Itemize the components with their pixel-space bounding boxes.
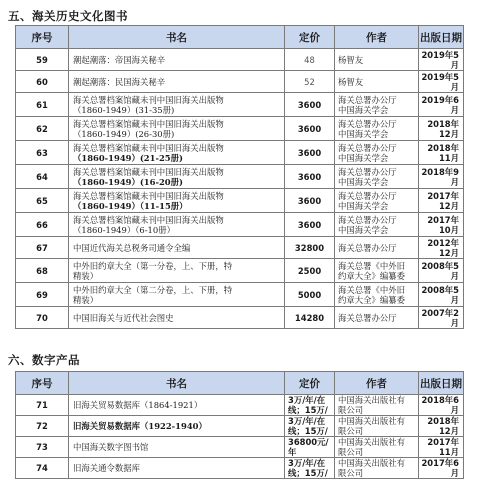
cell-no: 64: [16, 165, 69, 189]
table-row: [16, 283, 464, 307]
cell-price: 3600: [285, 117, 335, 141]
header-name: 书名: [69, 26, 285, 49]
table-header-row: [16, 26, 464, 49]
cell-author: [335, 165, 419, 189]
text-line: 海关总署档案馆藏未刊中国旧海关出版物: [73, 118, 224, 129]
cell-no: 73: [16, 437, 69, 458]
table-row: [16, 93, 464, 117]
text-line: （1860-1949）（6-10册）: [73, 224, 175, 235]
cell-name: [69, 141, 285, 165]
cell-price: [285, 458, 335, 479]
text-line: 潮起潮落：帝国海关秘辛: [73, 54, 166, 65]
cell-date: 2018年11月: [419, 141, 464, 165]
text-line: 潮起潮落：民国海关秘辛: [73, 76, 166, 87]
cell-no: 69: [16, 283, 69, 307]
cell-author: [335, 437, 419, 458]
text-line: 线；15万/: [288, 405, 328, 415]
table-row: [16, 189, 464, 213]
text-line: 海关总署办公厅: [338, 190, 397, 201]
text-line: 年: [288, 447, 297, 457]
text-line: 中国海关出版社有: [338, 458, 405, 468]
cell-no: 66: [16, 213, 69, 237]
table-row: [16, 307, 464, 329]
text-line: 海关总署办公厅: [338, 142, 397, 153]
cell-no: 63: [16, 141, 69, 165]
cell-price: [285, 395, 335, 416]
cell-name: [69, 307, 285, 329]
text-line: 海关总署《中外旧: [338, 260, 405, 271]
text-line: 海关总署档案馆藏未刊中国旧海关出版物: [73, 214, 224, 225]
text-line: 中国海关学会: [338, 200, 389, 211]
cell-name: 旧海关贸易数据库（1864-1921）: [69, 395, 285, 416]
cell-author: [335, 283, 419, 307]
cell-date: 2018年6月: [419, 395, 464, 416]
cell-no: 62: [16, 117, 69, 141]
text-line: 中国旧海关与近代社会图史: [73, 312, 174, 323]
text-line: 海关总署档案馆藏未刊中国旧海关出版物: [73, 166, 224, 177]
text-line: 3万/年/在: [288, 458, 326, 468]
cell-no: 59: [16, 49, 69, 71]
text-line: 限公司: [338, 447, 364, 457]
text-line: 中国海关学会: [338, 152, 389, 163]
cell-name: [69, 237, 285, 259]
cell-author: [335, 395, 419, 416]
table-row: [16, 259, 464, 283]
cell-date: 2018年12月: [419, 416, 464, 437]
table-row: [16, 49, 464, 71]
cell-price: 5000: [285, 283, 335, 307]
text-line: （1860-1949）(26-30册): [73, 128, 175, 139]
text-line: 海关总署办公厅: [338, 166, 397, 177]
text-line: 中国海关出版社有: [338, 395, 405, 405]
text-line: 海关总署办公厅: [338, 94, 397, 105]
digital-products-table: [15, 371, 464, 479]
cell-author: [335, 93, 419, 117]
cell-date: 2008年5月: [419, 283, 464, 307]
table-row: [16, 165, 464, 189]
cell-author: [335, 49, 419, 71]
text-line: 海关总署办公厅: [338, 214, 397, 225]
cell-name: [69, 71, 285, 93]
cell-date: 2019年5月: [419, 71, 464, 93]
text-line: 中国海关学会: [338, 128, 389, 139]
text-line: 3万/年/在: [288, 395, 326, 405]
table-row: [16, 416, 464, 437]
cell-name: 旧海关通令数据库: [69, 458, 285, 479]
header-no: 序号: [16, 372, 69, 395]
cell-price: 3600: [285, 141, 335, 165]
text-line: （1860-1949）(21-25册): [73, 152, 183, 163]
cell-no: 74: [16, 458, 69, 479]
text-line: 中国海关出版社有: [338, 416, 405, 426]
cell-price: 3600: [285, 213, 335, 237]
text-line: 线；15万/: [288, 426, 328, 436]
cell-no: 65: [16, 189, 69, 213]
table-row: [16, 437, 464, 458]
table-row: [16, 141, 464, 165]
cell-date: 2012年12月: [419, 237, 464, 259]
cell-name: [69, 189, 285, 213]
cell-no: 61: [16, 93, 69, 117]
text-line: 杨智友: [338, 54, 364, 65]
cell-price: 32800: [285, 237, 335, 259]
cell-name: 中国海关数字图书馆: [69, 437, 285, 458]
cell-no: 60: [16, 71, 69, 93]
text-line: （1860-1949）(31-35册): [73, 104, 175, 115]
cell-name: [69, 259, 285, 283]
text-line: 约章大全》编纂委: [338, 270, 405, 281]
cell-no: 70: [16, 307, 69, 329]
cell-date: 2017年6月: [419, 458, 464, 479]
cell-author: [335, 307, 419, 329]
header-no: 序号: [16, 26, 69, 49]
cell-no: 67: [16, 237, 69, 259]
text-line: 线；15万/: [288, 468, 328, 478]
cell-no: 71: [16, 395, 69, 416]
cell-author: [335, 141, 419, 165]
text-line: 精装）: [73, 270, 99, 281]
text-line: 海关总署《中外旧: [338, 284, 405, 295]
header-date: 出版日期: [419, 26, 464, 49]
cell-date: 2017年11月: [419, 437, 464, 458]
text-line: 中国海关出版社有: [338, 437, 405, 447]
cell-name: [69, 213, 285, 237]
text-line: 中国海关学会: [338, 104, 389, 115]
cell-author: [335, 189, 419, 213]
cell-name: 旧海关贸易数据库（1922-1940）: [69, 416, 285, 437]
cell-name: [69, 165, 285, 189]
text-line: （1860-1949）（11-15册）: [73, 200, 188, 211]
text-line: 杨智友: [338, 76, 364, 87]
header-author: 作者: [335, 372, 419, 395]
cell-price: 2500: [285, 259, 335, 283]
cell-author: [335, 117, 419, 141]
header-price: 定价: [285, 372, 335, 395]
cell-date: 2007年2月: [419, 307, 464, 329]
cell-date: 2019年6月: [419, 93, 464, 117]
text-line: 海关总署档案馆藏未刊中国旧海关出版物: [73, 190, 224, 201]
text-line: 中国近代海关总税务司通令全编: [73, 242, 191, 253]
cell-no: 68: [16, 259, 69, 283]
text-line: 限公司: [338, 405, 364, 415]
cell-price: 3600: [285, 165, 335, 189]
text-line: 限公司: [338, 426, 364, 436]
text-line: 海关总署档案馆藏未刊中国旧海关出版物: [73, 142, 224, 153]
cell-date: 2019年5月: [419, 49, 464, 71]
cell-name: [69, 49, 285, 71]
table-row: [16, 117, 464, 141]
section-title-digital-products: 六、数字产品: [8, 353, 80, 367]
cell-price: [285, 437, 335, 458]
cell-name: [69, 117, 285, 141]
text-line: 海关总署办公厅: [338, 242, 397, 253]
text-line: 中外旧约章大全（第一分卷，上、下册，特: [73, 260, 233, 271]
header-author: 作者: [335, 26, 419, 49]
table-row: [16, 458, 464, 479]
table-row: [16, 71, 464, 93]
cell-date: 2018年9月: [419, 165, 464, 189]
header-date: 出版日期: [419, 372, 464, 395]
cell-author: [335, 237, 419, 259]
text-line: 约章大全》编纂委: [338, 294, 405, 305]
cell-author: [335, 213, 419, 237]
header-name: 书名: [69, 372, 285, 395]
section-title-history-books: 五、海关历史文化图书: [8, 9, 128, 23]
text-line: 海关总署办公厅: [338, 118, 397, 129]
cell-name: [69, 283, 285, 307]
cell-price: 3600: [285, 189, 335, 213]
header-price: 定价: [285, 26, 335, 49]
cell-price: [285, 416, 335, 437]
text-line: （1860-1949）(16-20册): [73, 176, 183, 187]
table-row: [16, 213, 464, 237]
table-row: [16, 395, 464, 416]
cell-date: 2018年12月: [419, 117, 464, 141]
cell-name: [69, 93, 285, 117]
cell-author: [335, 259, 419, 283]
text-line: 限公司: [338, 468, 364, 478]
table-header-row: [16, 372, 464, 395]
text-line: 中国海关学会: [338, 224, 389, 235]
cell-date: 2008年5月: [419, 259, 464, 283]
cell-price: 14280: [285, 307, 335, 329]
cell-author: [335, 416, 419, 437]
cell-no: 72: [16, 416, 69, 437]
text-line: 3万/年/在: [288, 416, 326, 426]
text-line: 中国海关学会: [338, 176, 389, 187]
text-line: 36800元/: [288, 437, 329, 447]
text-line: 精装）: [73, 294, 99, 305]
text-line: 海关总署办公厅: [338, 312, 397, 323]
cell-date: 2017年10月: [419, 213, 464, 237]
table-row: [16, 237, 464, 259]
cell-author: [335, 71, 419, 93]
cell-price: 3600: [285, 93, 335, 117]
history-books-table: [15, 25, 464, 329]
cell-date: 2017年12月: [419, 189, 464, 213]
cell-price: 48: [285, 49, 335, 71]
text-line: 海关总署档案馆藏未刊中国旧海关出版物: [73, 94, 224, 105]
cell-author: [335, 458, 419, 479]
cell-price: 52: [285, 71, 335, 93]
text-line: 中外旧约章大全（第二分卷，上、下册，特: [73, 284, 233, 295]
